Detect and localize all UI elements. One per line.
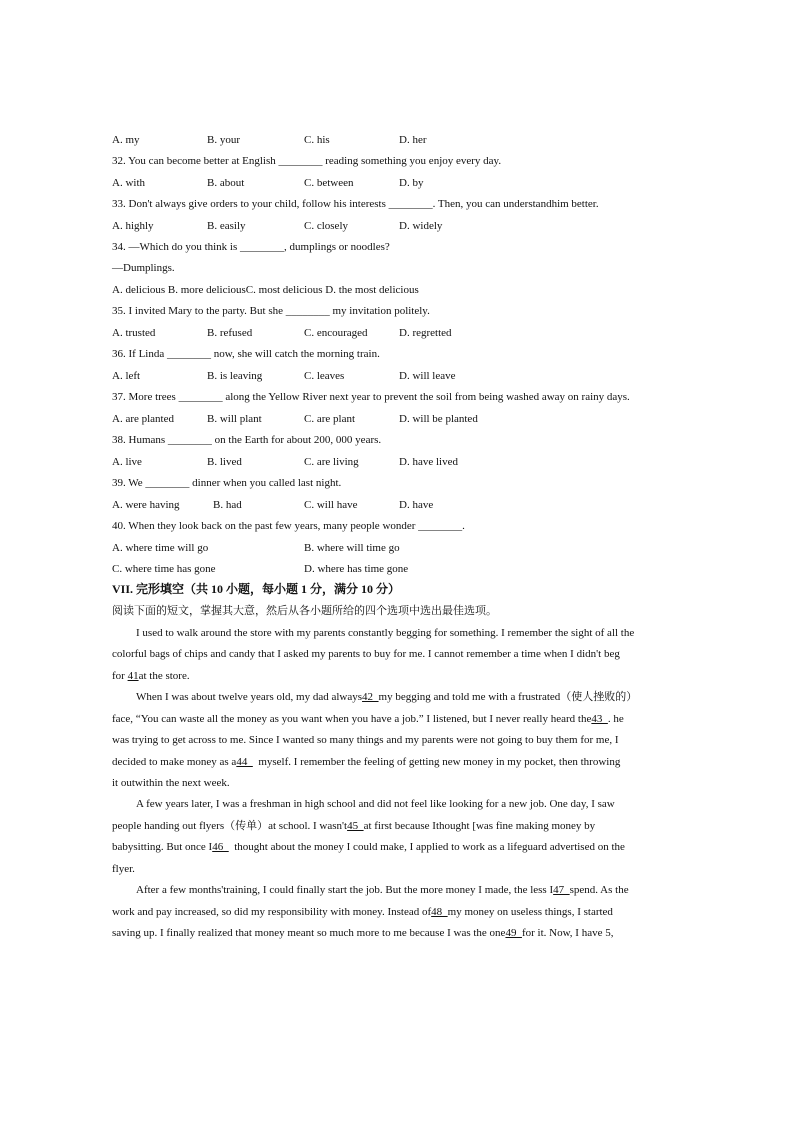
q33-option-b: B. easily [207,220,246,232]
text-run: people handing out flyers（传单）at school. I wasn't [112,820,348,832]
p4-line-3 [112,926,613,940]
text-run: myself. I remember the feeling of getting new money in my pocket, then throwing [252,756,621,768]
p2-line-1 [136,690,637,704]
p3-line-1: A few years later, I was a freshman in high school and did not feel like looking for a new job. One day, I saw [136,798,615,810]
text-run: for it. Now, I have 5, [521,927,614,939]
p1-line-3 [112,669,190,683]
q31-option-b: B. your [207,134,240,146]
p1-line-2: colorful bags of chips and candy that I asked my parents to buy for me. I cannot remember a time when I didn't beg [112,648,620,660]
p3-line-2 [112,819,595,833]
q35-option-a: A. trusted [112,327,156,339]
q31-option-c: C. his [304,134,330,146]
q40-option-d: D. where has time gone [304,563,409,575]
blank-48: 48 [431,906,448,918]
q38-option-c: C. are living [304,456,359,468]
q36-option-a: A. left [112,370,141,382]
q34-stem: 34. —Which do you think is ________, dumplings or noodles? [112,241,390,253]
q38-option-a: A. live [112,456,142,468]
q37-option-d: D. will be planted [399,413,478,425]
blank-41: 41 [127,670,139,682]
q36-option-c: C. leaves [304,370,345,382]
q36-stem: 36. If Linda ________ now, she will catch the morning train. [112,348,380,360]
q37-option-a: A. are planted [112,413,174,425]
p2-line-4 [112,755,620,769]
p4-line-2 [112,905,613,919]
p3-line-3 [112,840,625,854]
q32-stem: 32. You can become better at English ________ reading something you enjoy every day. [112,155,502,167]
q32-option-b: B. about [207,177,245,189]
p2-line-2 [112,712,624,726]
p1-line-1: I used to walk around the store with my parents constantly begging for something. I remember the sight of all the [136,627,635,639]
q33-option-a: A. highly [112,220,154,232]
q32-option-c: C. between [304,177,354,189]
text-run: at first because Ithought [was fine making money by [363,820,596,832]
section-heading: VII. 完形填空（共 10 小题，每小题 1 分，满分 10 分） [112,582,401,596]
text-run: thought about the money I could make, I applied to work as a lifeguard advertised on the [228,841,625,853]
q38-option-d: D. have lived [399,456,458,468]
q34-options: A. delicious B. more deliciousC. most delicious D. the most delicious [112,284,419,296]
text-run: When I was about twelve years old, my dad always [136,691,363,703]
blank-47: 47 [553,884,570,896]
q40-option-a: A. where time will go [112,542,209,554]
q34-reply: —Dumplings. [112,262,175,274]
text-run: saving up. I finally realized that money meant so much more to me because I was the one [112,927,506,939]
q38-option-b: B. lived [207,456,242,468]
blank-45: 45 [347,820,364,832]
q39-stem: 39. We ________ dinner when you called last night. [112,477,342,489]
p2-line-5: it outwithin the next week. [112,777,230,789]
q36-option-b: B. is leaving [207,370,263,382]
q32-option-a: A. with [112,177,145,189]
q36-option-d: D. will leave [399,370,456,382]
q33-stem: 33. Don't always give orders to your child, follow his interests ________. Then, you can understandhim better. [112,198,599,210]
q40-stem: 40. When they look back on the past few years, many people wonder ________. [112,520,465,532]
q31-option-a: A. my [112,134,140,146]
text-run: decided to make money as a [112,756,237,768]
p3-line-4: flyer. [112,863,135,875]
q35-option-d: D. regretted [399,327,452,339]
text-run: babysitting. But once I [112,841,213,853]
q31-option-d: D. her [399,134,427,146]
q39-option-c: C. will have [304,499,358,511]
q40-option-c: C. where time has gone [112,563,216,575]
section-instruction: 阅读下面的短文，掌握其大意，然后从各小题所给的四个选项中选出最佳选项。 [112,605,497,617]
text-run: my money on useless things, I started [447,906,613,918]
p2-line-3: was trying to get across to me. Since I wanted so many things and my parents were not going to buy them for me, I [112,734,619,746]
q40-option-b: B. where will time go [304,542,400,554]
p4-line-1 [136,883,629,897]
q33-option-c: C. closely [304,220,348,232]
q35-option-b: B. refused [207,327,253,339]
blank-49: 49 [505,927,522,939]
q32-option-d: D. by [399,177,424,189]
text-run: . he [607,713,624,725]
text-run: After a few months'training, I could finally start the job. But the more money I made, the less I [136,884,554,896]
q35-stem: 35. I invited Mary to the party. But she ________ my invitation politely. [112,305,430,317]
text-run: at the store. [138,670,190,682]
blank-42: 42 [362,691,379,703]
q39-option-b: B. had [213,499,242,511]
q39-option-a: A. were having [112,499,180,511]
q33-option-d: D. widely [399,220,443,232]
q37-stem: 37. More trees ________ along the Yellow River next year to prevent the soil from being washed away on rainy days. [112,391,630,403]
q35-option-c: C. encouraged [304,327,368,339]
blank-43: 43 [591,713,608,725]
blank-46: 46 [212,841,229,853]
q37-option-b: B. will plant [207,413,262,425]
text-run: my begging and told me with a frustrated（使人挫败的） [378,691,638,703]
text-run: for [112,670,128,682]
text-run: work and pay increased, so did my responsibility with money. Instead of [112,906,432,918]
q38-stem: 38. Humans ________ on the Earth for about 200, 000 years. [112,434,382,446]
blank-44: 44 [236,756,253,768]
q39-option-d: D. have [399,499,434,511]
text-run: face, “You can waste all the money as you want when you have a job.” I listened, but I never really heard the [112,713,592,725]
text-run: spend. As the [569,884,629,896]
q37-option-c: C. are plant [304,413,356,425]
